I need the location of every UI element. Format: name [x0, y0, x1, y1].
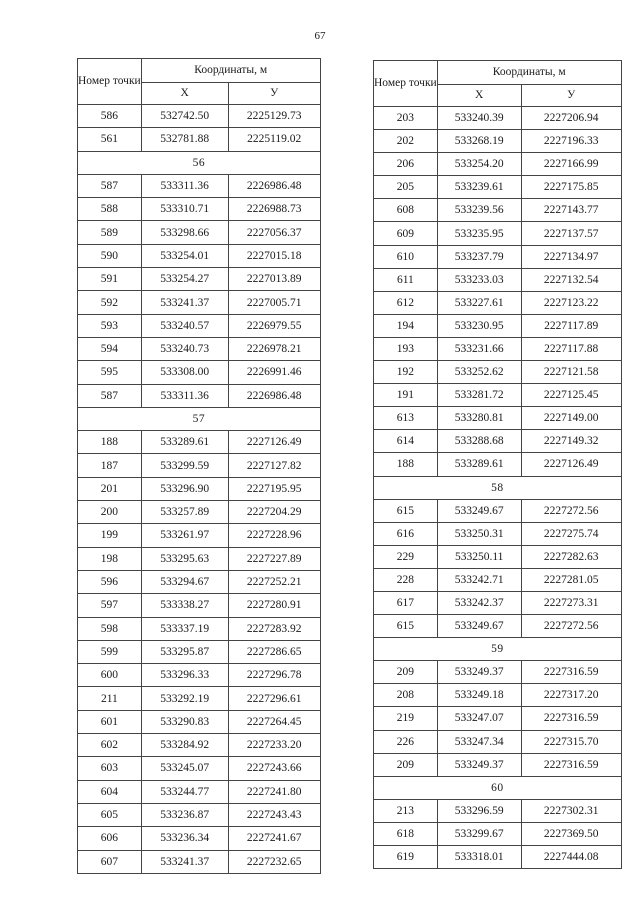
point-number-cell: 198 [78, 547, 142, 570]
y-coordinate-cell: 2227204.29 [228, 501, 320, 524]
x-coordinate-cell: 533231.66 [437, 337, 521, 360]
x-coordinate-cell: 533338.27 [141, 594, 228, 617]
y-coordinate-cell: 2227134.97 [521, 245, 621, 268]
table-row [374, 337, 622, 360]
table-row [78, 501, 321, 524]
x-coordinate-cell: 533241.37 [141, 850, 228, 873]
y-coordinate-cell: 2227316.59 [521, 753, 621, 776]
x-coordinate-cell: 533249.37 [437, 753, 521, 776]
x-coordinate-cell: 533310.71 [141, 198, 228, 221]
table-row [78, 431, 321, 454]
table-row [374, 568, 622, 591]
x-coordinate-cell: 533295.87 [141, 640, 228, 663]
y-coordinate-cell: 2227137.57 [521, 222, 621, 245]
x-coordinate-cell: 533299.67 [437, 822, 521, 845]
table-row [78, 268, 321, 291]
point-number-cell: 587 [78, 384, 142, 407]
group-number: 60 [374, 776, 622, 799]
coordinates-table-left [77, 58, 321, 874]
point-number-cell: 589 [78, 221, 142, 244]
y-coordinate-cell: 2227196.33 [521, 130, 621, 153]
x-coordinate-cell: 533254.01 [141, 244, 228, 267]
table-row [374, 314, 622, 337]
table-row [78, 850, 321, 873]
y-coordinate-cell: 2227143.77 [521, 199, 621, 222]
group-number: 58 [374, 476, 622, 499]
header-coordinates: Координаты, м [141, 59, 320, 83]
point-number-cell: 614 [374, 430, 438, 453]
x-coordinate-cell: 533296.90 [141, 477, 228, 500]
table-row [78, 547, 321, 570]
y-coordinate-cell: 2227123.22 [521, 291, 621, 314]
table-row [374, 245, 622, 268]
y-coordinate-cell: 2227283.92 [228, 617, 320, 640]
x-coordinate-cell: 533311.36 [141, 384, 228, 407]
table-row [374, 499, 622, 522]
table-row [78, 221, 321, 244]
x-coordinate-cell: 533239.61 [437, 176, 521, 199]
y-coordinate-cell: 2227015.18 [228, 244, 320, 267]
y-coordinate-cell: 2227206.94 [521, 107, 621, 130]
point-number-cell: 205 [374, 176, 438, 199]
x-coordinate-cell: 533295.63 [141, 547, 228, 570]
table-row [374, 407, 622, 430]
x-coordinate-cell: 533236.34 [141, 827, 228, 850]
x-coordinate-cell: 533257.89 [141, 501, 228, 524]
y-coordinate-cell: 2227241.67 [228, 827, 320, 850]
table-row [374, 846, 622, 869]
x-coordinate-cell: 533299.59 [141, 454, 228, 477]
table-row [78, 687, 321, 710]
page-number: 67 [314, 30, 326, 42]
table-row [78, 780, 321, 803]
y-coordinate-cell: 2227316.59 [521, 707, 621, 730]
group-row [374, 776, 622, 799]
point-number-cell: 612 [374, 291, 438, 314]
x-coordinate-cell: 533235.95 [437, 222, 521, 245]
point-number-cell: 592 [78, 291, 142, 314]
x-coordinate-cell: 533240.39 [437, 107, 521, 130]
group-number: 57 [78, 407, 321, 430]
x-coordinate-cell: 533294.67 [141, 570, 228, 593]
header-point-number: Номер точки [78, 59, 142, 105]
group-row [78, 151, 321, 174]
y-coordinate-cell: 2227264.45 [228, 710, 320, 733]
point-number-cell: 615 [374, 615, 438, 638]
x-coordinate-cell: 533268.19 [437, 130, 521, 153]
x-coordinate-cell: 533230.95 [437, 314, 521, 337]
point-number-cell: 213 [374, 799, 438, 822]
table-row [78, 827, 321, 850]
table-row [374, 268, 622, 291]
point-number-cell: 587 [78, 174, 142, 197]
y-coordinate-cell: 2227280.91 [228, 594, 320, 617]
point-number-cell: 199 [78, 524, 142, 547]
x-coordinate-cell: 533244.77 [141, 780, 228, 803]
y-coordinate-cell: 2227132.54 [521, 268, 621, 291]
point-number-cell: 618 [374, 822, 438, 845]
point-number-cell: 596 [78, 570, 142, 593]
point-number-cell: 619 [374, 846, 438, 869]
y-coordinate-cell: 2227272.56 [521, 499, 621, 522]
group-row [374, 638, 622, 661]
table-row [78, 477, 321, 500]
x-coordinate-cell: 533284.92 [141, 734, 228, 757]
header-x: X [141, 83, 228, 105]
x-coordinate-cell: 533247.07 [437, 707, 521, 730]
point-number-cell: 601 [78, 710, 142, 733]
point-number-cell: 597 [78, 594, 142, 617]
y-coordinate-cell: 2227316.59 [521, 661, 621, 684]
header-coordinates: Координаты, м [437, 61, 621, 85]
y-coordinate-cell: 2227317.20 [521, 684, 621, 707]
y-coordinate-cell: 2227302.31 [521, 799, 621, 822]
y-coordinate-cell: 2227232.65 [228, 850, 320, 873]
y-coordinate-cell: 2227127.82 [228, 454, 320, 477]
point-number-cell: 228 [374, 568, 438, 591]
point-number-cell: 226 [374, 730, 438, 753]
x-coordinate-cell: 533289.61 [437, 453, 521, 476]
coordinates-table-right [373, 60, 622, 869]
y-coordinate-cell: 2227315.70 [521, 730, 621, 753]
table-row [374, 661, 622, 684]
point-number-cell: 209 [374, 753, 438, 776]
table-row [78, 664, 321, 687]
table-row [78, 244, 321, 267]
y-coordinate-cell: 2226979.55 [228, 314, 320, 337]
table-row [78, 734, 321, 757]
y-coordinate-cell: 2227126.49 [228, 431, 320, 454]
y-coordinate-cell: 2227275.74 [521, 522, 621, 545]
table-row [78, 314, 321, 337]
point-number-cell: 611 [374, 268, 438, 291]
x-coordinate-cell: 533308.00 [141, 361, 228, 384]
x-coordinate-cell: 533290.83 [141, 710, 228, 733]
y-coordinate-cell: 2227149.00 [521, 407, 621, 430]
table-row [78, 594, 321, 617]
point-number-cell: 604 [78, 780, 142, 803]
table-row [78, 337, 321, 360]
point-number-cell: 193 [374, 337, 438, 360]
y-coordinate-cell: 2227166.99 [521, 153, 621, 176]
table-row [374, 361, 622, 384]
table-row [374, 130, 622, 153]
point-number-cell: 188 [374, 453, 438, 476]
group-number: 59 [374, 638, 622, 661]
y-coordinate-cell: 2227125.45 [521, 384, 621, 407]
y-coordinate-cell: 2227149.32 [521, 430, 621, 453]
point-number-cell: 203 [374, 107, 438, 130]
x-coordinate-cell: 533249.37 [437, 661, 521, 684]
x-coordinate-cell: 533239.56 [437, 199, 521, 222]
y-coordinate-cell: 2226991.46 [228, 361, 320, 384]
y-coordinate-cell: 2227228.96 [228, 524, 320, 547]
y-coordinate-cell: 2227282.63 [521, 545, 621, 568]
group-row [78, 407, 321, 430]
y-coordinate-cell: 2227273.31 [521, 591, 621, 614]
x-coordinate-cell: 533261.97 [141, 524, 228, 547]
y-coordinate-cell: 2227056.37 [228, 221, 320, 244]
table-row [78, 361, 321, 384]
point-number-cell: 188 [78, 431, 142, 454]
x-coordinate-cell: 533241.37 [141, 291, 228, 314]
point-number-cell: 208 [374, 684, 438, 707]
point-number-cell: 588 [78, 198, 142, 221]
x-coordinate-cell: 533242.71 [437, 568, 521, 591]
group-row [374, 476, 622, 499]
y-coordinate-cell: 2227175.85 [521, 176, 621, 199]
y-coordinate-cell: 2226986.48 [228, 174, 320, 197]
point-number-cell: 610 [374, 245, 438, 268]
table-row [78, 454, 321, 477]
header-point-number: Номер точки [374, 61, 438, 107]
y-coordinate-cell: 2227281.05 [521, 568, 621, 591]
y-coordinate-cell: 2227444.08 [521, 846, 621, 869]
y-coordinate-cell: 2227252.21 [228, 570, 320, 593]
point-number-cell: 613 [374, 407, 438, 430]
table-row [78, 174, 321, 197]
x-coordinate-cell: 532781.88 [141, 128, 228, 151]
y-coordinate-cell: 2227126.49 [521, 453, 621, 476]
point-number-cell: 590 [78, 244, 142, 267]
point-number-cell: 598 [78, 617, 142, 640]
table-row [374, 822, 622, 845]
point-number-cell: 600 [78, 664, 142, 687]
point-number-cell: 200 [78, 501, 142, 524]
y-coordinate-cell: 2227296.78 [228, 664, 320, 687]
x-coordinate-cell: 533247.34 [437, 730, 521, 753]
y-coordinate-cell: 2227195.95 [228, 477, 320, 500]
point-number-cell: 194 [374, 314, 438, 337]
x-coordinate-cell: 533233.03 [437, 268, 521, 291]
table-row [78, 640, 321, 663]
y-coordinate-cell: 2227233.20 [228, 734, 320, 757]
x-coordinate-cell: 533298.66 [141, 221, 228, 244]
header-x: X [437, 85, 521, 107]
x-coordinate-cell: 533254.27 [141, 268, 228, 291]
point-number-cell: 209 [374, 661, 438, 684]
x-coordinate-cell: 533280.81 [437, 407, 521, 430]
table-row [374, 545, 622, 568]
point-number-cell: 219 [374, 707, 438, 730]
x-coordinate-cell: 533296.33 [141, 664, 228, 687]
y-coordinate-cell: 2226988.73 [228, 198, 320, 221]
y-coordinate-cell: 2227117.88 [521, 337, 621, 360]
x-coordinate-cell: 533227.61 [437, 291, 521, 314]
x-coordinate-cell: 533250.11 [437, 545, 521, 568]
point-number-cell: 191 [374, 384, 438, 407]
x-coordinate-cell: 533249.67 [437, 615, 521, 638]
y-coordinate-cell: 2227005.71 [228, 291, 320, 314]
table-row [78, 570, 321, 593]
point-number-cell: 211 [78, 687, 142, 710]
table-row [374, 591, 622, 614]
point-number-cell: 608 [374, 199, 438, 222]
x-coordinate-cell: 533242.37 [437, 591, 521, 614]
x-coordinate-cell: 533311.36 [141, 174, 228, 197]
point-number-cell: 609 [374, 222, 438, 245]
y-coordinate-cell: 2227241.80 [228, 780, 320, 803]
x-coordinate-cell: 533236.87 [141, 803, 228, 826]
header-y: У [521, 85, 621, 107]
y-coordinate-cell: 2227227.89 [228, 547, 320, 570]
y-coordinate-cell: 2227272.56 [521, 615, 621, 638]
y-coordinate-cell: 2227243.66 [228, 757, 320, 780]
table-row [78, 803, 321, 826]
point-number-cell: 595 [78, 361, 142, 384]
table-row [374, 199, 622, 222]
y-coordinate-cell: 2226978.21 [228, 337, 320, 360]
x-coordinate-cell: 533245.07 [141, 757, 228, 780]
x-coordinate-cell: 533292.19 [141, 687, 228, 710]
table-row [374, 522, 622, 545]
table-row [374, 453, 622, 476]
y-coordinate-cell: 2225129.73 [228, 105, 320, 128]
table-row [374, 222, 622, 245]
point-number-cell: 602 [78, 734, 142, 757]
point-number-cell: 599 [78, 640, 142, 663]
table-row [78, 617, 321, 640]
table-row [374, 799, 622, 822]
y-coordinate-cell: 2227013.89 [228, 268, 320, 291]
table-row [374, 430, 622, 453]
table-row [78, 710, 321, 733]
x-coordinate-cell: 532742.50 [141, 105, 228, 128]
table-row [374, 384, 622, 407]
y-coordinate-cell: 2227296.61 [228, 687, 320, 710]
table-row [78, 524, 321, 547]
y-coordinate-cell: 2227117.89 [521, 314, 621, 337]
table-row [374, 153, 622, 176]
point-number-cell: 591 [78, 268, 142, 291]
point-number-cell: 606 [78, 827, 142, 850]
point-number-cell: 616 [374, 522, 438, 545]
y-coordinate-cell: 2227121.58 [521, 361, 621, 384]
x-coordinate-cell: 533281.72 [437, 384, 521, 407]
y-coordinate-cell: 2225119.02 [228, 128, 320, 151]
x-coordinate-cell: 533288.68 [437, 430, 521, 453]
point-number-cell: 206 [374, 153, 438, 176]
x-coordinate-cell: 533254.20 [437, 153, 521, 176]
table-row [374, 176, 622, 199]
table-row [78, 198, 321, 221]
x-coordinate-cell: 533318.01 [437, 846, 521, 869]
x-coordinate-cell: 533237.79 [437, 245, 521, 268]
table-row [78, 384, 321, 407]
x-coordinate-cell: 533250.31 [437, 522, 521, 545]
table-row [78, 128, 321, 151]
table-row [374, 753, 622, 776]
group-number: 56 [78, 151, 321, 174]
x-coordinate-cell: 533249.67 [437, 499, 521, 522]
x-coordinate-cell: 533289.61 [141, 431, 228, 454]
point-number-cell: 603 [78, 757, 142, 780]
y-coordinate-cell: 2227369.50 [521, 822, 621, 845]
table-row [374, 291, 622, 314]
point-number-cell: 586 [78, 105, 142, 128]
table-row [78, 291, 321, 314]
table-row [78, 105, 321, 128]
point-number-cell: 192 [374, 361, 438, 384]
point-number-cell: 229 [374, 545, 438, 568]
x-coordinate-cell: 533240.73 [141, 337, 228, 360]
header-y: У [228, 83, 320, 105]
x-coordinate-cell: 533296.59 [437, 799, 521, 822]
x-coordinate-cell: 533252.62 [437, 361, 521, 384]
point-number-cell: 202 [374, 130, 438, 153]
point-number-cell: 615 [374, 499, 438, 522]
y-coordinate-cell: 2227286.65 [228, 640, 320, 663]
x-coordinate-cell: 533240.57 [141, 314, 228, 337]
x-coordinate-cell: 533249.18 [437, 684, 521, 707]
table-row [374, 107, 622, 130]
point-number-cell: 593 [78, 314, 142, 337]
table-row [374, 707, 622, 730]
table-row [374, 615, 622, 638]
table-row [374, 730, 622, 753]
point-number-cell: 594 [78, 337, 142, 360]
point-number-cell: 607 [78, 850, 142, 873]
point-number-cell: 605 [78, 803, 142, 826]
y-coordinate-cell: 2226986.48 [228, 384, 320, 407]
point-number-cell: 561 [78, 128, 142, 151]
point-number-cell: 201 [78, 477, 142, 500]
table-row [374, 684, 622, 707]
x-coordinate-cell: 533337.19 [141, 617, 228, 640]
point-number-cell: 187 [78, 454, 142, 477]
table-row [78, 757, 321, 780]
point-number-cell: 617 [374, 591, 438, 614]
y-coordinate-cell: 2227243.43 [228, 803, 320, 826]
